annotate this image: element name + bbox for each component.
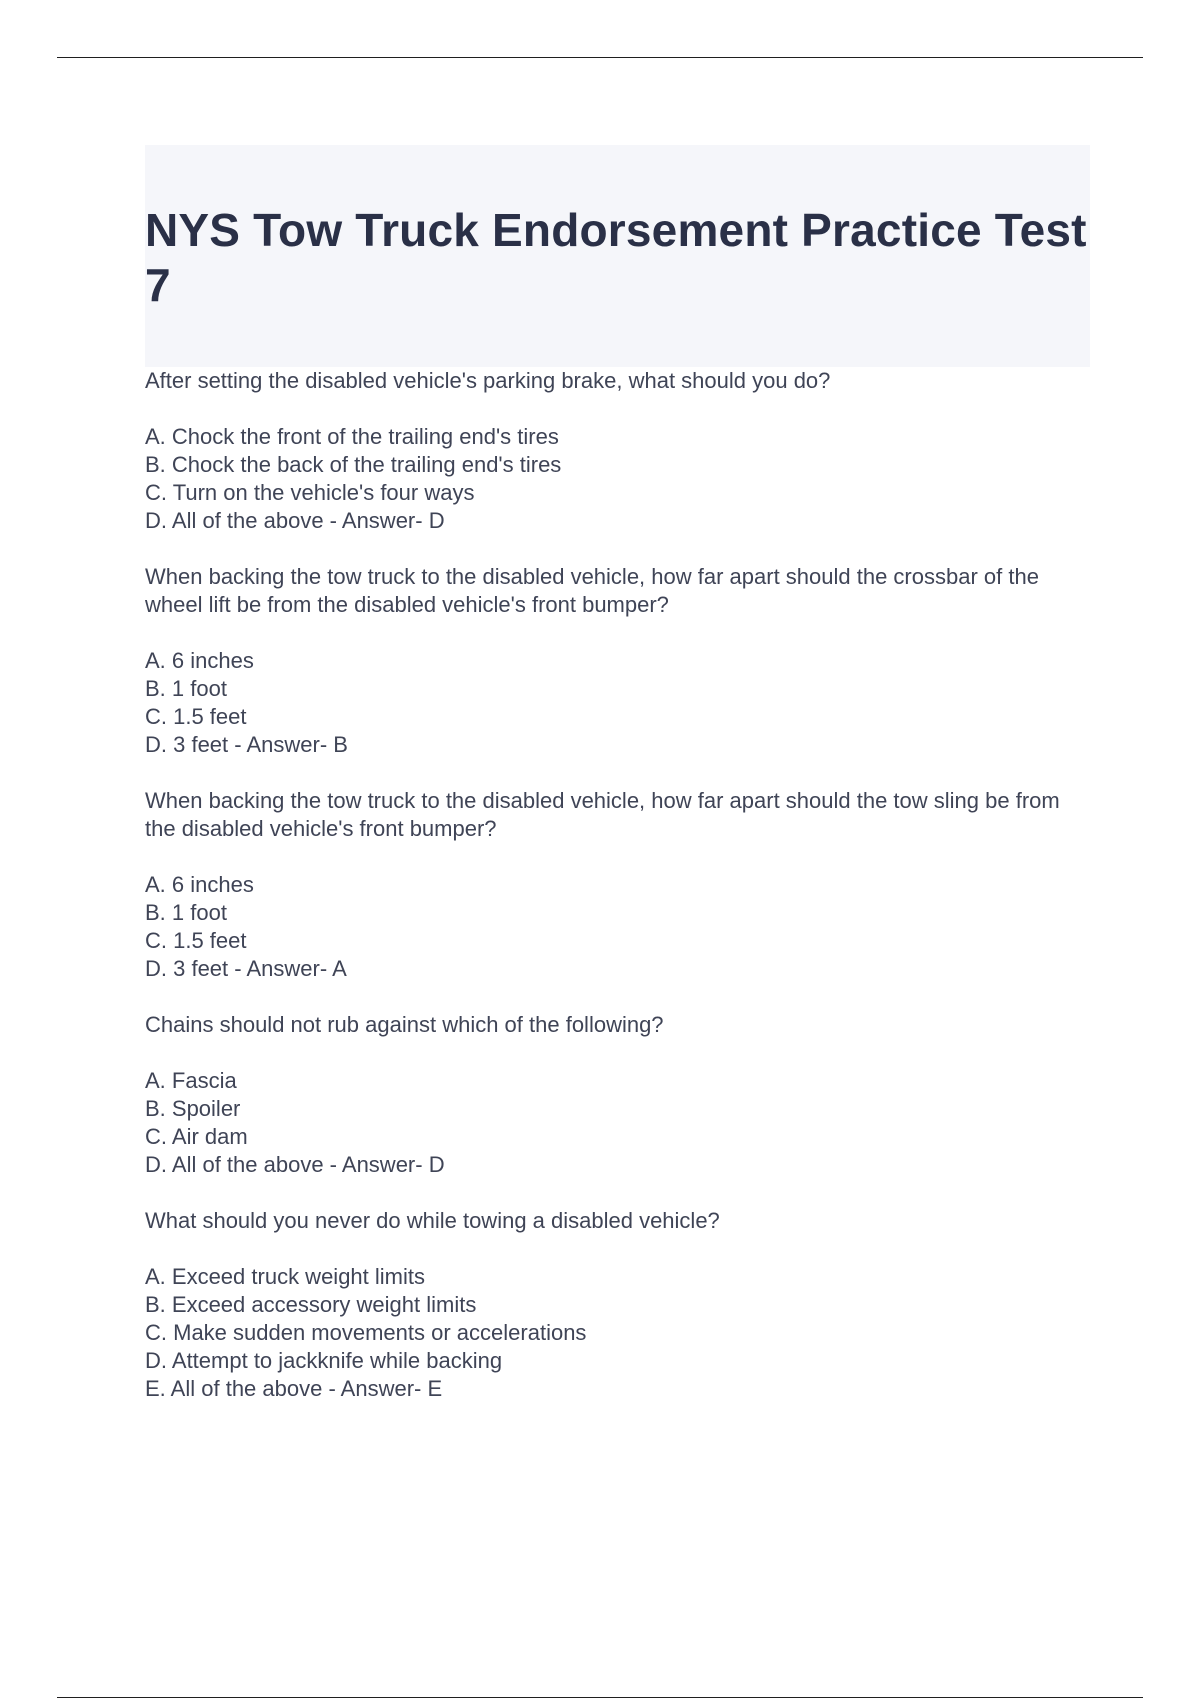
option-item: B. 1 foot	[145, 676, 227, 701]
question-item	[145, 787, 1090, 983]
document-title: NYS Tow Truck Endorsement Practice Test 7	[145, 204, 1087, 311]
question-list	[145, 367, 1090, 1403]
option-item: A. 6 inches	[145, 648, 254, 673]
question-item	[145, 563, 1090, 759]
option-item: B. Chock the back of the trailing end's tires	[145, 452, 562, 477]
question-text: When backing the tow truck to the disabled vehicle, how far apart should the crossbar of the wheel lift be from the disabled vehicle's front bumper?	[145, 564, 1039, 617]
option-item: D. All of the above - Answer- D	[145, 508, 445, 533]
option-list	[145, 871, 1090, 983]
option-list	[145, 647, 1090, 759]
question-item	[145, 1011, 1090, 1179]
option-list	[145, 1263, 1090, 1403]
option-item: B. Spoiler	[145, 1096, 241, 1121]
question-item	[145, 1207, 1090, 1403]
bottom-rule	[57, 1697, 1143, 1698]
option-item: C. Make sudden movements or accelerations	[145, 1320, 587, 1345]
option-item: A. Chock the front of the trailing end's tires	[145, 424, 559, 449]
option-item: C. Turn on the vehicle's four ways	[145, 480, 475, 505]
question-item	[145, 367, 1090, 535]
option-item: B. Exceed accessory weight limits	[145, 1292, 477, 1317]
question-text: What should you never do while towing a disabled vehicle?	[145, 1208, 720, 1233]
option-list	[145, 423, 1090, 535]
top-rule	[57, 57, 1143, 58]
option-item: C. Air dam	[145, 1124, 248, 1149]
option-item: D. All of the above - Answer- D	[145, 1152, 445, 1177]
option-item: D. Attempt to jackknife while backing	[145, 1348, 503, 1373]
option-item: C. 1.5 feet	[145, 704, 247, 729]
question-text: Chains should not rub against which of the following?	[145, 1012, 664, 1037]
option-item: C. 1.5 feet	[145, 928, 247, 953]
question-text: When backing the tow truck to the disabled vehicle, how far apart should the tow sling be from the disabled vehicle's front bumper?	[145, 788, 1060, 841]
title-block	[145, 145, 1090, 367]
option-item: A. Fascia	[145, 1068, 237, 1093]
question-text: After setting the disabled vehicle's parking brake, what should you do?	[145, 368, 831, 393]
option-item: A. Exceed truck weight limits	[145, 1264, 425, 1289]
option-item: D. 3 feet - Answer- B	[145, 732, 348, 757]
option-list	[145, 1067, 1090, 1179]
option-item: D. 3 feet - Answer- A	[145, 956, 347, 981]
document-content	[145, 145, 1090, 1431]
option-item: B. 1 foot	[145, 900, 227, 925]
option-item: A. 6 inches	[145, 872, 254, 897]
option-item: E. All of the above - Answer- E	[145, 1376, 443, 1401]
